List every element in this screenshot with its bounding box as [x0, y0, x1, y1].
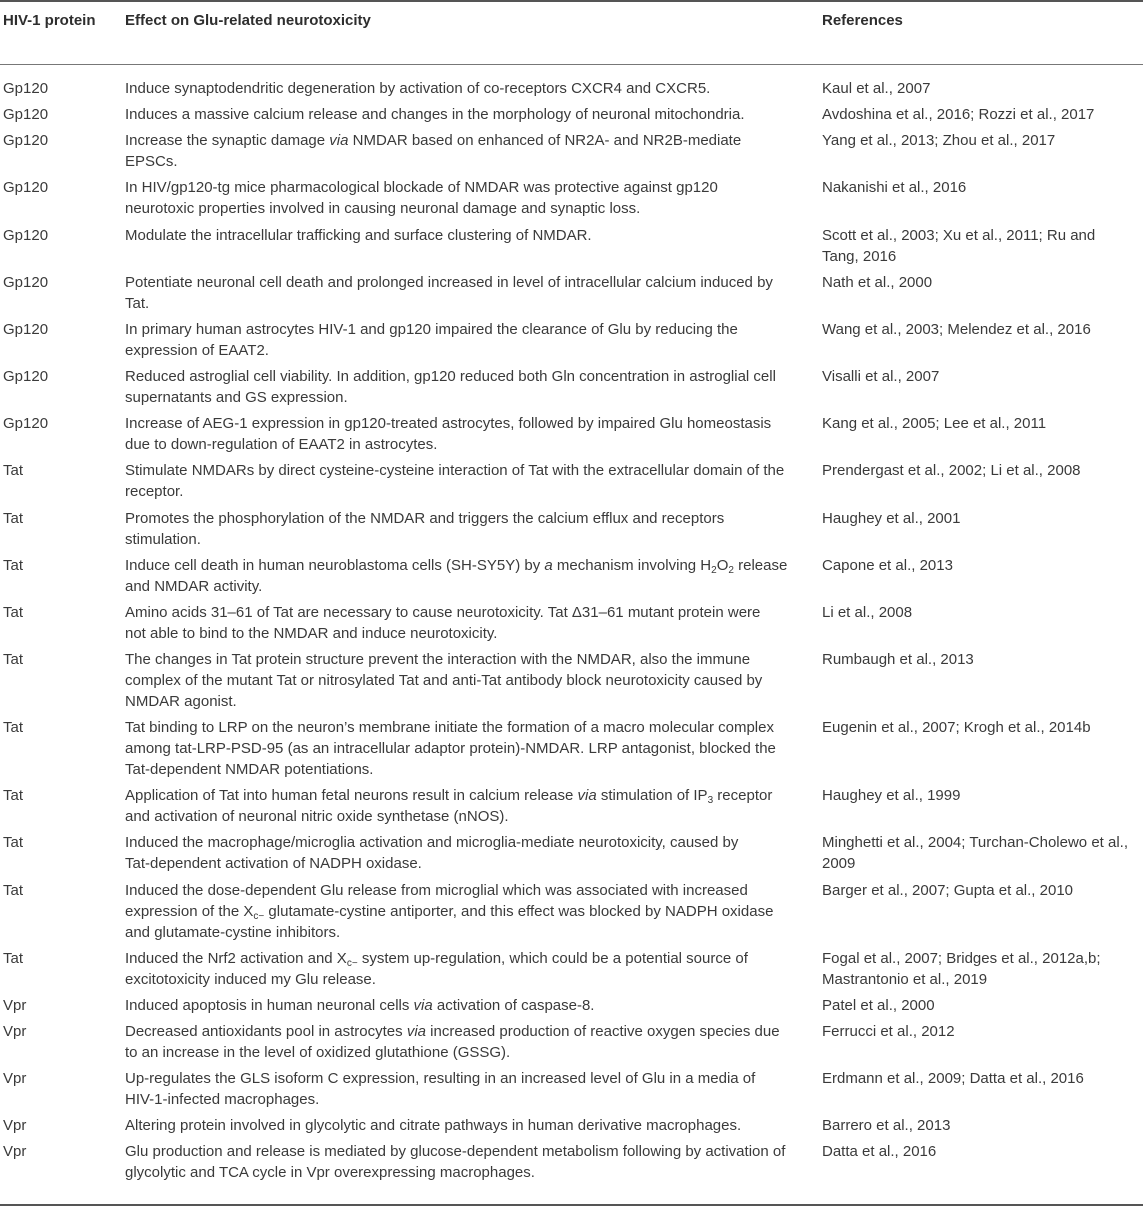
cell-effect: Modulate the intracellular trafficking and surface clustering of NMDAR.: [125, 226, 592, 244]
cell-protein: Tat: [3, 509, 24, 527]
cell-effect: Induce synaptodendritic degeneration by activation of co-receptors CXCR4 and CXCR5.: [125, 80, 711, 97]
cell-references: Visalli et al., 2007: [822, 368, 940, 386]
cell-references: Rumbaugh et al., 2013: [822, 650, 974, 668]
cell-references: Barger et al., 2007; Gupta et al., 2010: [822, 881, 1074, 899]
table-row: [0, 460, 1143, 502]
cell-effect: Induced the macrophage/microglia activation and microglia-mediate neurotoxicity, caused by Tat-dependent activation of NADPH oxidase.: [125, 834, 739, 873]
cell-protein: Gp120: [3, 179, 49, 197]
cell-references: Prendergast et al., 2002; Li et al., 2008: [822, 462, 1081, 480]
cell-effect: Induce cell death in human neuroblastoma cells (SH-SY5Y) by a mechanism involving $H_2O_2$ release and NMDAR activity.: [125, 556, 788, 595]
cell-references: Yang et al., 2013; Zhou et al., 2017: [822, 132, 1056, 150]
table-row: [0, 785, 1143, 827]
header-rule: [0, 64, 1143, 65]
cell-effect: Altering protein involved in glycolytic and citrate pathways in human derivative macrophages.: [125, 1117, 742, 1135]
cell-effect: In HIV/gp120-tg mice pharmacological blockade of NMDAR was protective against gp120 neurotoxic properties involved in causing neuronal damage and synaptic loss.: [125, 179, 718, 218]
cell-protein: Tat: [3, 719, 24, 737]
cell-protein: Gp120: [3, 368, 49, 386]
cell-references: Haughey et al., 2001: [822, 509, 961, 527]
cell-effect: In primary human astrocytes HIV-1 and gp120 impaired the clearance of Glu by reducing the expression of EAAT2.: [125, 320, 738, 359]
cell-references: Nath et al., 2000: [822, 273, 933, 291]
cell-protein: Tat: [3, 881, 24, 899]
cell-effect: Application of Tat into human fetal neurons result in calcium release via stimulation of $IP_3$ receptor and activation of neuronal nitric oxide synthetase (nNOS).: [125, 787, 773, 826]
cell-effect: Induces a massive calcium release and changes in the morphology of neuronal mitochondria.: [125, 106, 745, 124]
table-row: [0, 104, 1143, 125]
cell-effect: Induced apoptosis in human neuronal cells via activation of caspase-8.: [125, 996, 595, 1014]
cell-effect: Glu production and release is mediated by glucose-dependent metabolism following by activation of glycolytic and TCA cycle in Vpr overexpressing macrophages.: [125, 1143, 786, 1182]
table-row: [0, 1021, 1143, 1063]
table-row: [0, 272, 1143, 314]
table-row: [0, 78, 1143, 99]
cell-effect: The changes in Tat protein structure prevent the interaction with the NMDAR, also the immune complex of the mutant Tat or nitrosylated Tat and anti-Tat antibody block neurotoxicity caused by NMDAR agonist.: [125, 650, 763, 710]
table-row: [0, 319, 1143, 361]
cell-protein: Tat: [3, 462, 24, 480]
cell-protein: Gp120: [3, 106, 49, 124]
table-row: [0, 880, 1143, 943]
cell-effect: Tat binding to LRP on the neuron’s membrane initiate the formation of a macro molecular complex among tat-LRP-PSD-95 (as an intracellular adaptor protein)-NMDAR. LRP antagonist, blocked the Tat-dependent NMDAR potentiations.: [125, 719, 776, 779]
table-top-rule: [0, 0, 1143, 2]
cell-references: Nakanishi et al., 2016: [822, 179, 967, 197]
table-row: [0, 602, 1143, 644]
cell-effect: Promotes the phosphorylation of the NMDAR and triggers the calcium efflux and receptors stimulation.: [125, 509, 725, 548]
cell-effect: Reduced astroglial cell viability. In addition, gp120 reduced both Gln concentration in astroglial cell supernatants and GS expression.: [125, 368, 776, 407]
table-row: [0, 717, 1143, 780]
cell-references: Capone et al., 2013: [822, 556, 953, 574]
header-references: References: [822, 12, 903, 29]
table-row: [0, 832, 1143, 874]
cell-protein: Vpr: [3, 1117, 27, 1135]
cell-protein: Tat: [3, 834, 24, 852]
cell-protein: Tat: [3, 949, 24, 967]
cell-protein: Tat: [3, 787, 24, 805]
cell-references: Ferrucci et al., 2012: [822, 1023, 955, 1040]
cell-effect: Amino acids 31–61 of Tat are necessary to cause neurotoxicity. Tat Δ31–61 mutant protein were not able to bind to the NMDAR and induce neurotoxicity.: [125, 603, 761, 642]
table-row: [0, 1068, 1143, 1110]
cell-effect: Up-regulates the GLS isoform C expression, resulting in an increased level of Glu in a media of HIV-1-infected macrophages.: [125, 1070, 756, 1109]
cell-references: Li et al., 2008: [822, 603, 913, 621]
cell-protein: Gp120: [3, 80, 49, 97]
cell-protein: Tat: [3, 603, 24, 621]
table-row: [0, 1141, 1143, 1183]
cell-protein: Vpr: [3, 1143, 27, 1161]
table-row: [0, 555, 1143, 597]
cell-references: Haughey et al., 1999: [822, 787, 961, 805]
cell-protein: Gp120: [3, 415, 49, 433]
cell-protein: Tat: [3, 650, 24, 668]
cell-protein: Vpr: [3, 996, 27, 1014]
table-row: [0, 225, 1143, 267]
cell-effect: Induced the dose-dependent Glu release from microglial which was associated with increased expression of the $X_{c-}$ glutamate-cystine antiporter, and this effect was blocked by NADPH oxidase and glutamate-cystine inhibitors.: [125, 881, 774, 941]
table-row: [0, 948, 1143, 990]
cell-protein: Vpr: [3, 1023, 27, 1040]
table-row: [0, 366, 1143, 408]
cell-protein: Gp120: [3, 226, 49, 244]
cell-references: Kang et al., 2005; Lee et al., 2011: [822, 415, 1047, 433]
table-row: [0, 1115, 1143, 1136]
cell-protein: Gp120: [3, 320, 49, 338]
cell-effect: Decreased antioxidants pool in astrocytes via increased production of reactive oxygen species due to an increase in the level of oxidized glutathione (GSSG).: [125, 1023, 780, 1061]
cell-references: Kaul et al., 2007: [822, 80, 931, 97]
cell-references: Patel et al., 2000: [822, 996, 935, 1014]
cell-references: Minghetti et al., 2004; Turchan-Cholewo et al., 2009: [822, 834, 1129, 873]
table-row: [0, 130, 1143, 172]
cell-protein: Gp120: [3, 132, 49, 150]
table-row: [0, 649, 1143, 712]
cell-references: Fogal et al., 2007; Bridges et al., 2012a,b; Mastrantonio et al., 2019: [822, 949, 1101, 988]
cell-references: Avdoshina et al., 2016; Rozzi et al., 2017: [822, 106, 1095, 124]
cell-references: Erdmann et al., 2009; Datta et al., 2016: [822, 1070, 1084, 1088]
header-protein: HIV-1 protein: [3, 12, 96, 29]
table-row: [0, 508, 1143, 550]
table-row: [0, 995, 1143, 1016]
table-row: [0, 177, 1143, 219]
header-effect: Effect on Glu-related neurotoxicity: [125, 12, 371, 29]
cell-effect: Potentiate neuronal cell death and prolonged increased in level of intracellular calcium induced by Tat.: [125, 273, 773, 312]
cell-effect: Induced the Nrf2 activation and $X_{c-}$ system up-regulation, which could be a potential source of excitotoxicity induced my Glu release.: [125, 949, 748, 988]
cell-references: Datta et al., 2016: [822, 1143, 937, 1161]
cell-references: Wang et al., 2003; Melendez et al., 2016: [822, 320, 1091, 338]
cell-protein: Tat: [3, 556, 24, 574]
table-row: [0, 413, 1143, 455]
table-bottom-rule: [0, 1204, 1143, 1206]
cell-references: Barrero et al., 2013: [822, 1117, 951, 1135]
cell-references: Eugenin et al., 2007; Krogh et al., 2014b: [822, 719, 1091, 737]
cell-effect: Stimulate NMDARs by direct cysteine-cysteine interaction of Tat with the extracellular domain of the receptor.: [125, 462, 785, 501]
cell-references: Scott et al., 2003; Xu et al., 2011; Ru and Tang, 2016: [822, 226, 1096, 265]
cell-protein: Vpr: [3, 1070, 27, 1088]
cell-protein: Gp120: [3, 273, 49, 291]
cell-effect: Increase the synaptic damage via NMDAR based on enhanced of NR2A- and NR2B-mediate EPSCs.: [125, 132, 742, 171]
cell-effect: Increase of AEG-1 expression in gp120-treated astrocytes, followed by impaired Glu homeostasis due to down-regulation of EAAT2 in astrocytes.: [125, 415, 772, 454]
